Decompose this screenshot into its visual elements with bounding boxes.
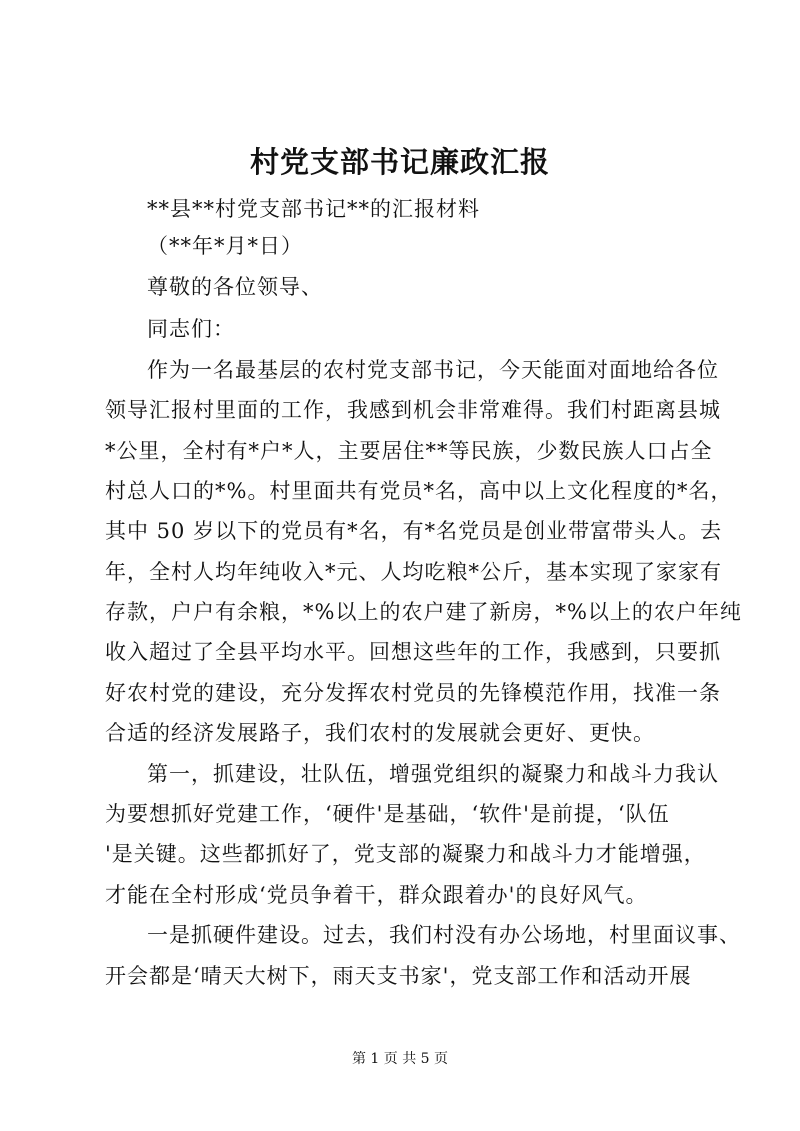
text-line-7: *公里，全村有*户*人，主要居住**等民族，少数民族人口占全 bbox=[105, 439, 713, 463]
text-line-12: 收入超过了全县平均水平。回想这些年的工作，我感到，只要抓 bbox=[105, 640, 721, 664]
text-line-20: 开会都是‘晴天大树下，雨天支书家'，党支部工作和活动开展 bbox=[105, 964, 692, 988]
text-line-4: 同志们： bbox=[147, 317, 235, 341]
text-line-8: 村总人口的*%。村里面共有党员*名，高中以上文化程度的*名， bbox=[105, 479, 733, 503]
text-line-19: 一是抓硬件建设。过去，我们村没有办公场地，村里面议事、 bbox=[147, 923, 741, 947]
text-line-18: 才能在全村形成‘党员争着干，群众跟着办'的良好风气。 bbox=[105, 883, 648, 907]
text-line-6: 领导汇报村里面的工作，我感到机会非常难得。我们村距离县城 bbox=[105, 398, 721, 422]
text-line-10: 年，全村人均年纯收入*元、人均吃粮*公斤，基本实现了家家有 bbox=[105, 560, 722, 584]
text-line-11: 存款，户户有余粮，*%以上的农户建了新房，*%以上的农户年纯 bbox=[105, 600, 742, 624]
text-line-1: **县**村党支部书记**的汇报材料 bbox=[147, 197, 480, 221]
text-line-17: '是关键。这些都抓好了，党支部的凝聚力和战斗力才能增强， bbox=[105, 842, 706, 866]
text-line-16: 为要想抓好党建工作，‘硬件'是基础，‘软件'是前提，‘队伍 bbox=[105, 802, 670, 826]
text-line-5: 作为一名最基层的农村党支部书记，今天能面对面地给各位 bbox=[147, 358, 719, 382]
text-line-3: 尊敬的各位领导、 bbox=[147, 275, 323, 299]
text-line-15: 第一，抓建设，壮队伍，增强党组织的凝聚力和战斗力我认 bbox=[147, 762, 719, 786]
document-title: 村党支部书记廉政汇报 bbox=[249, 145, 550, 179]
text-line-13: 好农村党的建设，充分发挥农村党员的先锋模范作用，找准一条 bbox=[105, 681, 721, 705]
text-line-2: （**年*月*日） bbox=[147, 234, 303, 258]
text-line-9: 其中 50 岁以下的党员有*名，有*名党员是创业带富带头人。去 bbox=[105, 519, 723, 543]
page-number-footer: 第 1 页 共 5 页 bbox=[351, 1051, 449, 1067]
text-line-14: 合适的经济发展路子，我们农村的发展就会更好、更快。 bbox=[105, 721, 655, 745]
